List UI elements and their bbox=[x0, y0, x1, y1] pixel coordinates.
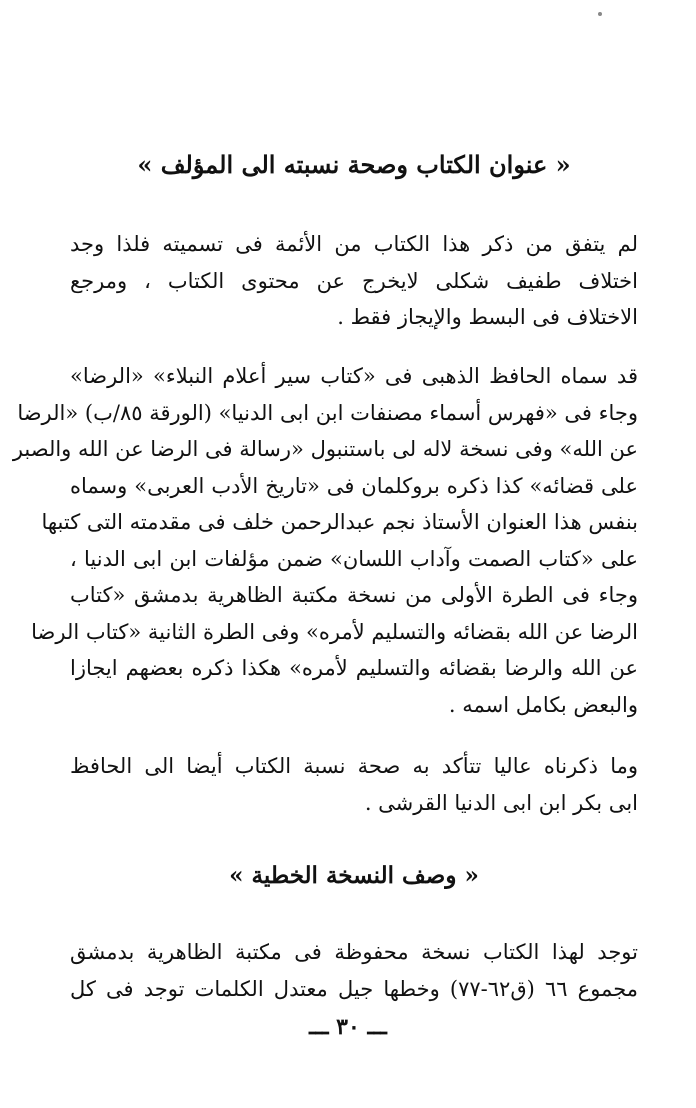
paragraph-manuscript-description bbox=[70, 934, 638, 1007]
text-line: وما ذكرناه عاليا تتأكد به صحة نسبة الكتاب أيضا الى الحافظ bbox=[70, 754, 638, 778]
section-title-book-title-attribution: « عنوان الكتاب وصحة نسبته الى المؤلف » bbox=[137, 150, 571, 179]
text-line: الاختلاف فى البسط والإيجاز فقط . bbox=[337, 305, 638, 329]
paragraph-naming-disagreement bbox=[70, 226, 638, 336]
paragraph-attribution-confirmed bbox=[70, 748, 638, 821]
text-line: ابى بكر ابن ابى الدنيا القرشى . bbox=[364, 790, 638, 815]
text-line: وجاء فى الطرة الأولى من نسخة مكتبة الظاهرية بدمشق «كتاب bbox=[70, 583, 638, 607]
page-number: ـــ ٣٠ ـــ bbox=[309, 1014, 387, 1040]
text-line: والبعض بكامل اسمه . bbox=[448, 692, 638, 717]
text-line: عن الله» وفى نسخة لاله لى باستنبول «رسالة فى الرضا عن الله والصبر bbox=[12, 437, 638, 461]
text-line: على قضائه» كذا ذكره بروكلمان فى «تاريخ الأدب العربى» وسماه bbox=[70, 473, 638, 498]
text-line: لم يتفق من ذكر هذا الكتاب من الأئمة فى تسميته فلذا وجد bbox=[70, 232, 638, 256]
text-line: اختلاف طفيف شكلى لايخرج عن محتوى الكتاب ، ومرجع bbox=[70, 268, 638, 293]
text-line: على «كتاب الصمت وآداب اللسان» ضمن مؤلفات ابن ابى الدنيا ، bbox=[70, 546, 638, 571]
text-line: مجموع ٦٦ (ق٦٢-٧٧) وخطها جيل معتدل الكلمات توجد فى كل bbox=[70, 976, 638, 1001]
text-line: عن الله والرضا بقضائه والتسليم لأمره» هكذا ذكره بعضهم ايجازا bbox=[70, 656, 638, 680]
section-title-manuscript-description: « وصف النسخة الخطية » bbox=[229, 862, 479, 889]
text-line: الرضا عن الله بقضائه والتسليم لأمره» وفى الطرة الثانية «كتاب الرضا bbox=[31, 619, 638, 644]
text-line: بنفس هذا العنوان الأستاذ نجم عبدالرحمن خلف فى مقدمته التى كتبها bbox=[41, 510, 638, 534]
text-line: توجد لهذا الكتاب نسخة محفوظة فى مكتبة الظاهرية بدمشق bbox=[70, 940, 638, 964]
paragraph-title-sources bbox=[12, 358, 638, 723]
text-line: وجاء فى «فهرس أسماء مصنفات ابن ابى الدنيا» (الورقة ٨٥/ب) «الرضا bbox=[17, 400, 638, 425]
text-line: قد سماه الحافظ الذهبى فى «كتاب سير أعلام النبلاء» «الرضا» bbox=[70, 364, 638, 388]
scan-speck bbox=[598, 12, 602, 16]
